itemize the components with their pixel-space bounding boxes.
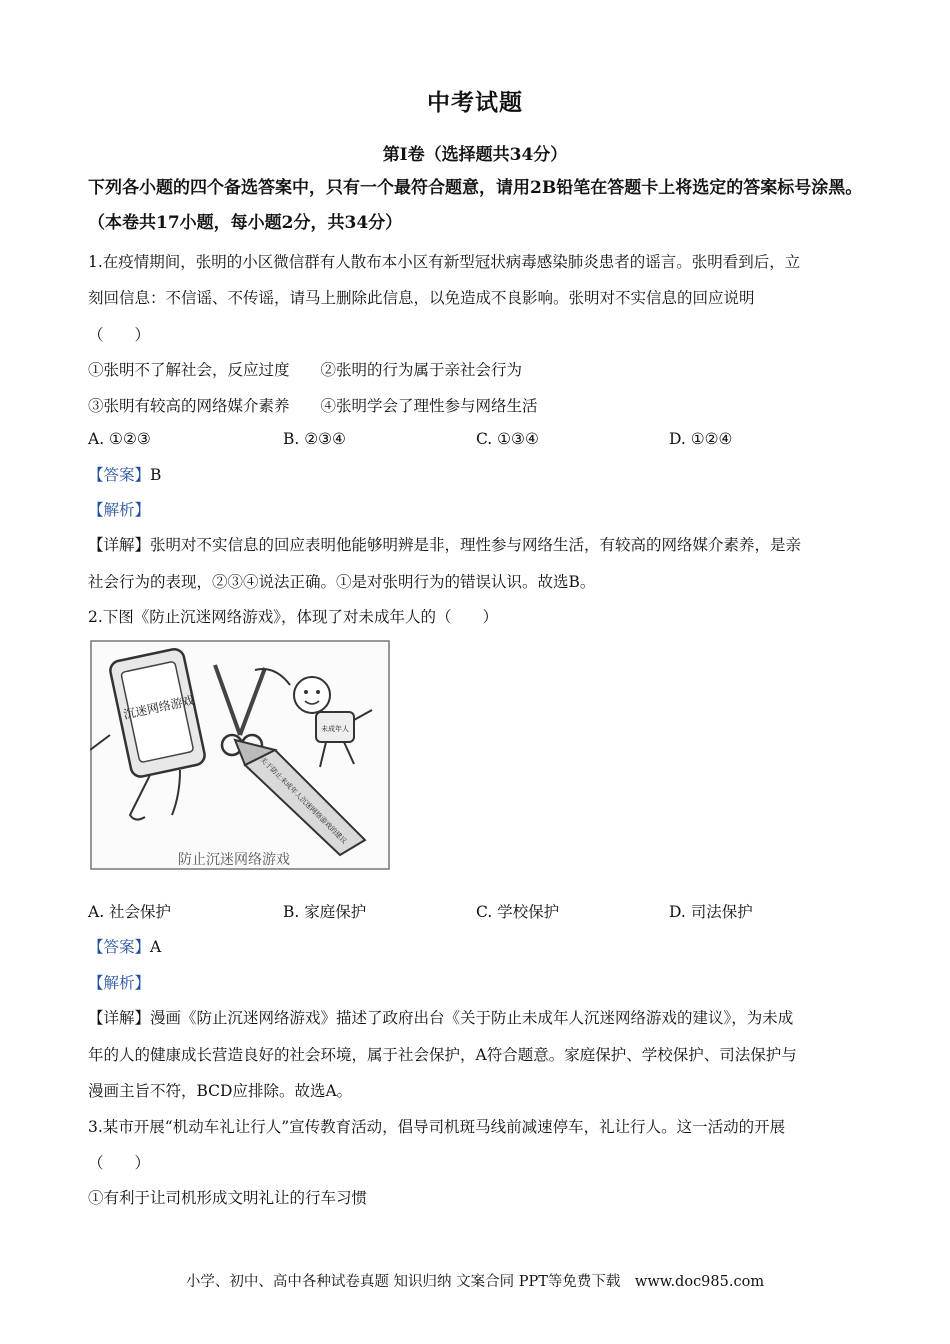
section-subtitle: 第I卷（选择题共34分） <box>382 145 568 165</box>
q1-option-d: D. ①②④ <box>669 430 733 448</box>
cartoon-image <box>90 640 390 870</box>
page-title: 中考试题 <box>427 89 523 116</box>
q1-option-a: A. ①②③ <box>88 430 151 448</box>
q2-option-c: C. 学校保护 <box>476 903 560 921</box>
pen-label: 关于防止未成年人沉迷网络游戏的建议 <box>258 755 349 846</box>
q1-stem-line2: 刻回信息：不信谣、不传谣，请马上删除此信息，以免造成不良影响。张明对不实信息的回应说明 <box>88 289 755 307</box>
answer-value: B <box>150 466 162 484</box>
q1-paren: （ ） <box>88 326 151 344</box>
child-label: 未成年人 <box>321 725 349 733</box>
q3-paren: （ ） <box>88 1154 151 1172</box>
q2-stem: 2.下图《防止沉迷网络游戏》，体现了对未成年人的（ ） <box>88 608 499 626</box>
q2-detail-line3: 漫画主旨不符，BCD应排除。故选A。 <box>88 1082 353 1100</box>
cartoon-caption: 防止沉迷网络游戏 <box>178 852 290 868</box>
page-footer: 小学、初中、高中各种试卷真题 知识归纳 文案合同 PPT等免费下载 www.doc985.com <box>185 1274 765 1290</box>
q2-detail-line1: 【详解】漫画《防止沉迷网络游戏》描述了政府出台《关于防止未成年人沉迷网络游戏的建议》，为未成 <box>88 1009 794 1027</box>
q2-detail-line2: 年的人的健康成长营造良好的社会环境，属于社会保护，A符合题意。家庭保护、学校保护、司法保护与 <box>88 1046 797 1064</box>
q1-detail-line2: 社会行为的表现，②③④说法正确。①是对张明行为的错误认识。故选B。 <box>88 573 596 591</box>
q2-answer <box>88 937 868 957</box>
q2-analysis-tag: 【解析】 <box>88 974 151 992</box>
answer-tag: 【答案】 <box>88 466 151 484</box>
q1-option-c: C. ①③④ <box>476 430 539 448</box>
answer-value: A <box>150 938 162 956</box>
q3-statement-1: ①有利于让司机形成文明礼让的行车习惯 <box>88 1189 368 1207</box>
q1-statements-1: ①张明不了解社会，反应过度 ②张明的行为属于亲社会行为 <box>88 361 523 379</box>
q2-option-a: A. 社会保护 <box>88 903 172 921</box>
phone-label: 沉迷网络游戏 <box>122 693 196 722</box>
q1-answer <box>88 465 868 485</box>
q2-option-d: D. 司法保护 <box>669 903 753 921</box>
q1-stem-line1: 1.在疫情期间，张明的小区微信群有人散布本小区有新型冠状病毒感染肺炎患者的谣言。张明看到后，立 <box>88 253 801 271</box>
q2-option-b: B. 家庭保护 <box>283 903 367 921</box>
q1-analysis-tag: 【解析】 <box>88 501 151 519</box>
instructions: 下列各小题的四个备选答案中，只有一个最符合题意，请用2B铅笔在答题卡上将选定的答案标号涂黑。（本卷共17小题，每小题2分，共34分） <box>88 178 863 233</box>
answer-tag: 【答案】 <box>88 938 151 956</box>
q3-stem: 3.某市开展“机动车礼让行人”宣传教育活动，倡导司机斑马线前减速停车，礼让行人。这一活动的开展 <box>88 1118 786 1136</box>
q1-detail-line1: 【详解】张明对不实信息的回应表明他能够明辨是非，理性参与网络生活，有较高的网络媒介素养，是亲 <box>88 536 802 554</box>
q1-statements-2: ③张明有较高的网络媒介素养 ④张明学会了理性参与网络生活 <box>88 397 538 415</box>
q1-option-b: B. ②③④ <box>283 430 346 448</box>
